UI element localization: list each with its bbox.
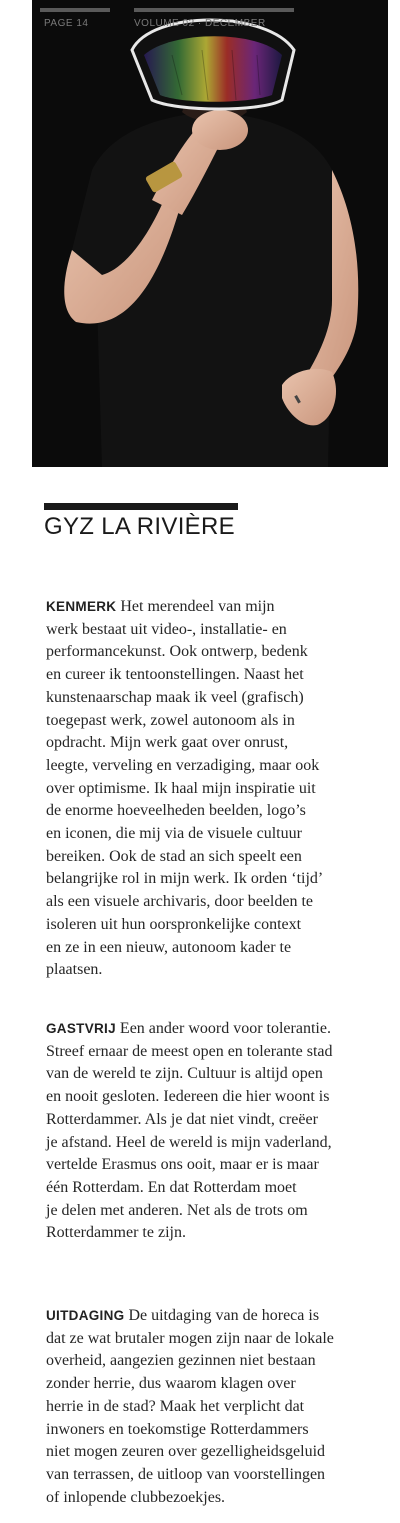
body-line: inwoners en toekomstige Rotterdammers — [46, 1420, 309, 1438]
body-line — [46, 596, 394, 619]
body-line: belangrijke rol in mijn werk. Ik orden ‘tijd’ — [46, 870, 324, 888]
header-rule-left — [40, 8, 110, 12]
body-line: zonder herrie, dus waarom klagen over — [46, 1375, 296, 1393]
body-line: overheid, aangezien gezinnen niet bestaan — [46, 1352, 316, 1370]
body-line: van terrassen, de uitloop van voorstellingen — [46, 1465, 326, 1483]
body-line: je afstand. Heel de wereld is mijn vaderland, — [46, 1133, 332, 1151]
body-text: De uitdaging van de horeca is — [128, 1307, 320, 1324]
body-line: Streef ernaar de meest open en tolerante stad — [46, 1042, 333, 1060]
body-line: herrie in de stad? Maak het verplicht dat — [46, 1397, 305, 1415]
body-line: niet mogen zeuren over gezelligheidsgeluid — [46, 1443, 326, 1461]
section-gastvrij — [46, 1018, 394, 1245]
body-line: en ze in een nieuw, autonoom kader te — [46, 938, 292, 956]
article-title: GYZ LA RIVIÈRE — [44, 513, 235, 540]
body-line — [46, 1018, 394, 1041]
body-line: toegepast werk, zowel autonoom als in — [46, 711, 295, 729]
body-line: opdracht. Mijn werk gaat over onrust, — [46, 734, 289, 752]
portrait-illustration — [32, 0, 388, 467]
body-line: leegte, verveling en verzadiging, maar ook — [46, 756, 320, 774]
body-line: kunstenaarschap maak ik veel (grafisch) — [46, 688, 304, 706]
page-label: PAGE 14 — [44, 18, 89, 29]
body-line: werk bestaat uit video-, installatie- en — [46, 620, 287, 638]
section-label: UITDAGING — [46, 1308, 125, 1323]
meta-label: VOLUME 02 · DECEMBER — [134, 18, 266, 29]
body-line: of inlopende clubbezoekjes. — [46, 1488, 226, 1506]
body-text: Een ander woord voor tolerantie. — [119, 1020, 331, 1037]
body-line: van de wereld te zijn. Cultuur is altijd open — [46, 1065, 323, 1083]
body-line — [46, 1305, 394, 1328]
body-line: als een visuele archivaris, door beelden te — [46, 893, 313, 911]
body-line: isoleren uit hun oorspronkelijke context — [46, 915, 302, 933]
body-line: de enorme hoeveelheden beelden, logo’s — [46, 802, 306, 820]
section-label: KENMERK — [46, 599, 117, 614]
body-line: vertelde Erasmus ons ooit, maar er is maar — [46, 1156, 319, 1174]
section-uitdaging — [46, 1305, 394, 1509]
body-text: Het merendeel van mijn — [120, 598, 275, 615]
body-line: over optimisme. Ik haal mijn inspiratie uit — [46, 779, 316, 797]
body-line: performancekunst. Ook ontwerp, bedenk — [46, 643, 308, 661]
title-rule — [44, 503, 238, 510]
section-label: GASTVRIJ — [46, 1021, 116, 1036]
header-rule-right — [134, 8, 294, 12]
body-line: Rotterdammer te zijn. — [46, 1224, 186, 1242]
body-line: je delen met anderen. Net als de trots om — [46, 1201, 308, 1219]
body-line: bereiken. Ook de stad an sich speelt een — [46, 847, 302, 865]
body-line: en nooit gesloten. Iedereen die hier woont is — [46, 1088, 330, 1106]
body-line: één Rotterdam. En dat Rotterdam moet — [46, 1178, 297, 1196]
body-line: en iconen, die mij via de visuele cultuur — [46, 825, 302, 843]
portrait-photo — [32, 0, 388, 467]
body-line: en cureer ik tentoonstellingen. Naast het — [46, 666, 304, 684]
body-line: Rotterdammer. Als je dat niet vindt, creëer — [46, 1110, 318, 1128]
body-line: plaatsen. — [46, 961, 103, 979]
section-kenmerk — [46, 596, 394, 982]
body-line: dat ze wat brutaler mogen zijn naar de lokale — [46, 1329, 334, 1347]
